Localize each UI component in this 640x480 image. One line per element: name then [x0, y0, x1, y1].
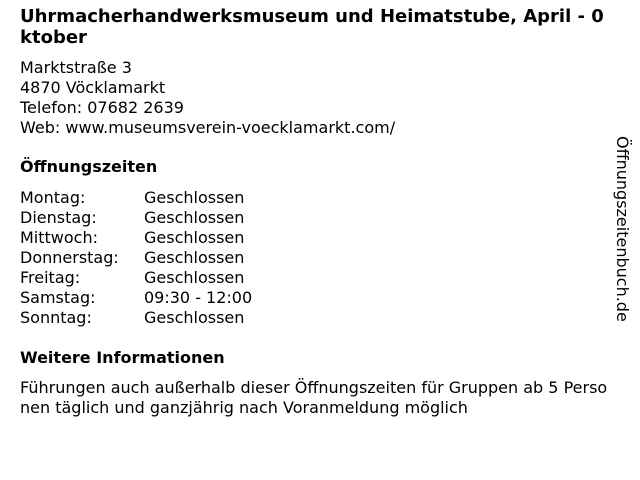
day-hours: Geschlossen	[144, 188, 245, 207]
more-info-heading: Weitere Informationen	[20, 348, 225, 367]
content	[20, 6, 610, 418]
day-hours: Geschlossen	[144, 308, 245, 327]
hours-row-thursday	[20, 248, 610, 268]
address-block	[20, 58, 610, 138]
day-hours: Geschlossen	[144, 208, 245, 227]
day-label: Dienstag:	[20, 208, 97, 227]
opening-hours-table	[20, 188, 610, 328]
website: Web: www.museumsverein-voecklamarkt.com/	[20, 118, 396, 137]
hours-row-sunday	[20, 308, 610, 328]
day-hours: 09:30 - 12:00	[144, 288, 253, 307]
city: 4870 Vöcklamarkt	[20, 78, 166, 97]
day-hours: Geschlossen	[144, 248, 245, 267]
hours-row-friday	[20, 268, 610, 288]
phone: Telefon: 07682 2639	[20, 98, 184, 117]
hours-row-saturday	[20, 288, 610, 308]
opening-hours-heading: Öffnungszeiten	[20, 157, 158, 176]
day-label: Montag:	[20, 188, 86, 207]
day-label: Sonntag:	[20, 308, 92, 327]
day-hours: Geschlossen	[144, 268, 245, 287]
hours-row-tuesday	[20, 208, 610, 228]
hours-row-wednesday	[20, 228, 610, 248]
street: Marktstraße 3	[20, 58, 132, 77]
hours-row-monday	[20, 188, 610, 208]
more-info-text: Führungen auch außerhalb dieser Öffnungszeiten für Gruppen ab 5 Personen täglich und ganzjährig nach Voranmeldung möglich	[20, 378, 608, 417]
day-label: Samstag:	[20, 288, 96, 307]
day-label: Freitag:	[20, 268, 81, 287]
day-hours: Geschlossen	[144, 228, 245, 247]
day-label: Donnerstag:	[20, 248, 119, 267]
side-watermark: Öffnungszeitenbuch.de	[613, 136, 632, 322]
day-label: Mittwoch:	[20, 228, 98, 247]
page-title: Uhrmacherhandwerksmuseum und Heimatstube, April - 0ktober	[20, 6, 604, 48]
